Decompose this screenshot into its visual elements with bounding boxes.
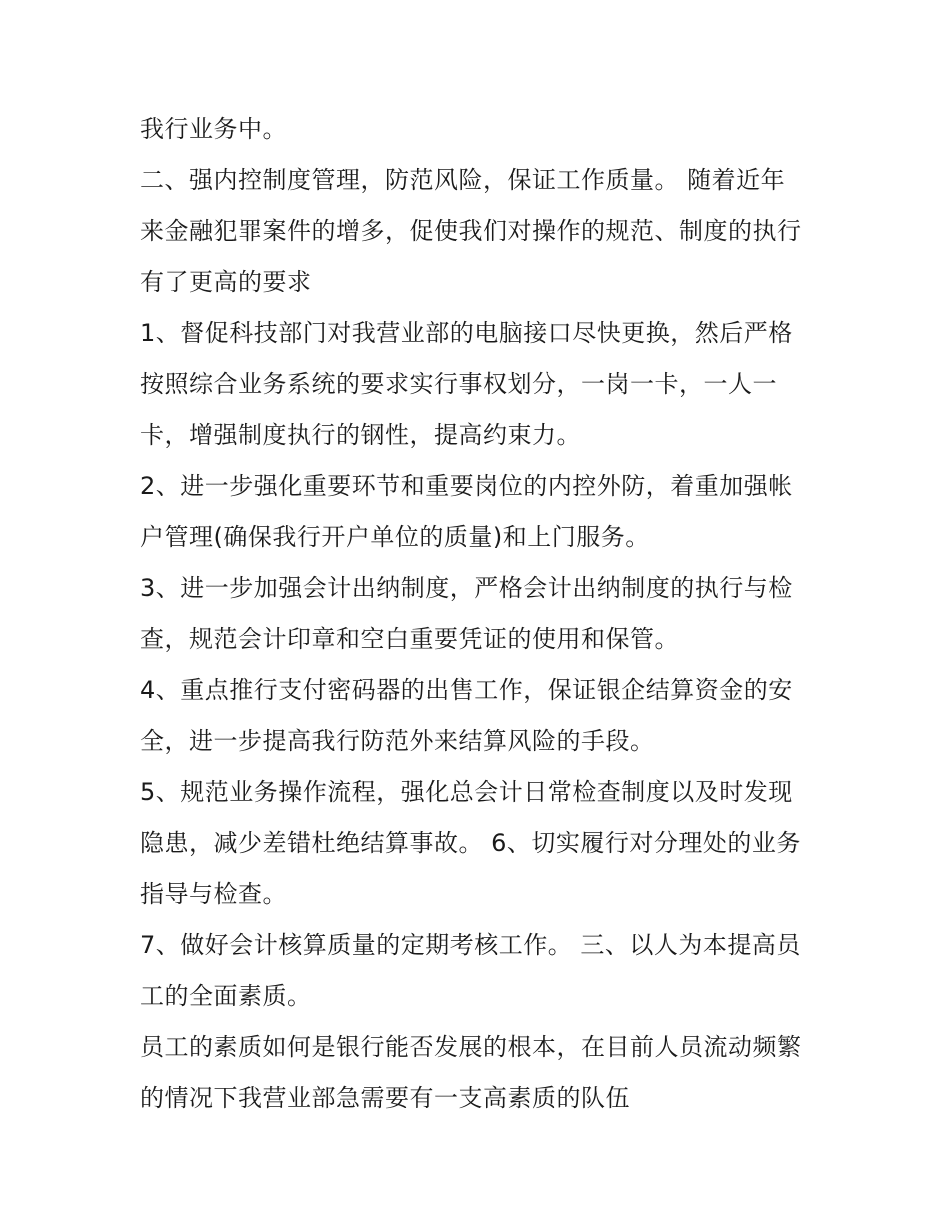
text-line: 2、进一步强化重要环节和重要岗位的内控外防，着重加强帐 [140,472,793,500]
text-line: 隐患，减少差错杜绝结算事故。 6、切实履行对分理处的业务 [140,829,801,857]
text-line: 查，规范会计印章和空白重要凭证的使用和保管。 [140,625,679,653]
text-line: 按照综合业务系统的要求实行事权划分，一岗一卡，一人一 [140,370,777,398]
text-line: 二、强内控制度管理，防范风险，保证工作质量。 随着近年 [140,166,786,194]
text-line: 指导与检查。 [140,880,287,908]
text-line: 5、规范业务操作流程，强化总会计日常检查制度以及时发现 [140,778,793,806]
text-line: 1、督促科技部门对我营业部的电脑接口尽快更换，然后严格 [140,319,793,347]
text-line: 我行业务中。 [140,115,287,143]
text-line: 来金融犯罪案件的增多，促使我们对操作的规范、制度的执行 [140,217,802,245]
text-line: 户管理(确保我行开户单位的质量)和上门服务。 [140,523,650,551]
text-line: 全，进一步提高我行防范外来结算风险的手段。 [140,727,655,755]
text-line: 工的全面素质。 [140,982,312,1010]
text-line: 的情况下我营业部急需要有一支高素质的队伍 [140,1084,630,1112]
text-line: 有了更高的要求 [140,268,312,296]
text-line: 员工的素质如何是银行能否发展的根本，在目前人员流动频繁 [140,1033,802,1061]
text-line: 3、进一步加强会计出纳制度，严格会计出纳制度的执行与检 [140,574,793,602]
text-line: 7、做好会计核算质量的定期考核工作。 三、以人为本提高员 [140,931,801,959]
text-line: 卡，增强制度执行的钢性，提高约束力。 [140,421,581,449]
text-line: 4、重点推行支付密码器的出售工作，保证银企结算资金的安 [140,676,793,704]
document-body [140,104,820,1124]
